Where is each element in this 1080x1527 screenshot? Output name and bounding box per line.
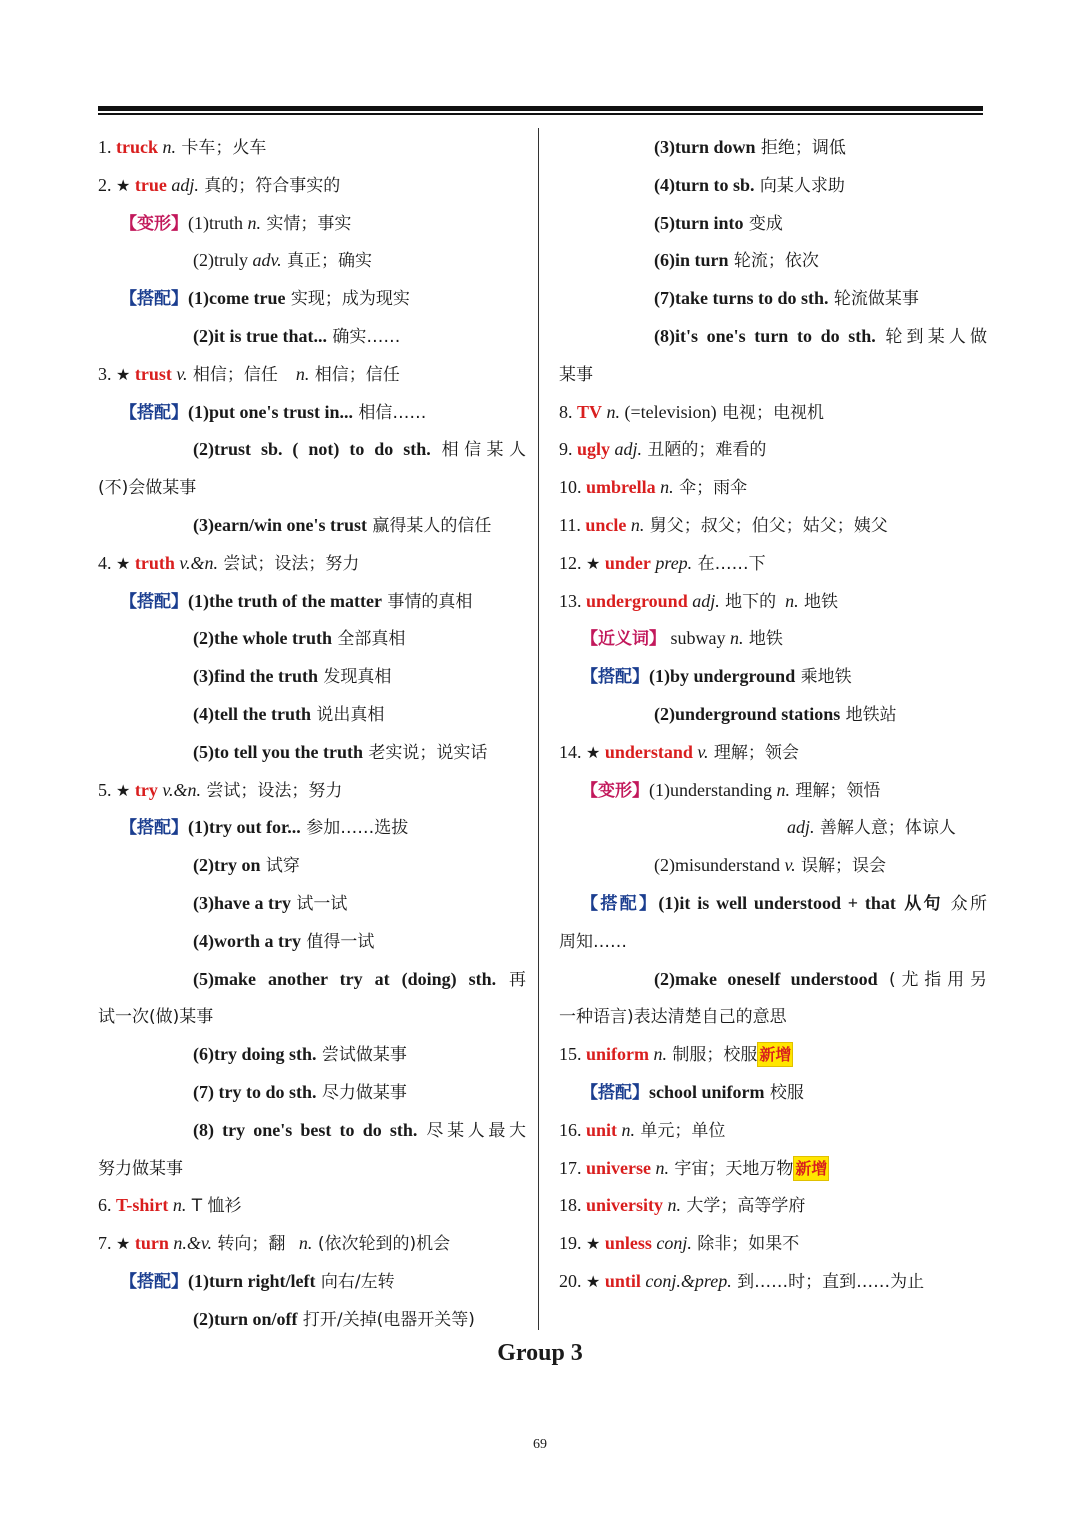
list-item: (3)find the truth 发现真相	[193, 666, 392, 688]
new-badge: 新增	[793, 1156, 829, 1181]
list-item: 【变形】(1)truth n. 实情；事实	[120, 212, 352, 234]
list-item: (6)in turn 轮流；依次	[654, 250, 819, 272]
star-icon: ★	[586, 1271, 601, 1291]
list-item: (4)tell the truth 说出真相	[193, 703, 385, 725]
list-item: (2)turn on/off 打开/关掉(电器开关等)	[193, 1308, 475, 1330]
list-item: (4)worth a try 值得一试	[193, 930, 375, 952]
list-item: (2)make oneself understood (尤指用另	[654, 968, 987, 990]
star-icon: ★	[586, 742, 601, 762]
entry-unit: 16. unit n. 单元；单位	[559, 1119, 726, 1141]
entry-until: 20. ★ until conj.&prep. 到……时；直到……为止	[559, 1270, 925, 1292]
entry-turn: 7. ★ turn n.&v. 转向；翻 n. (依次轮到的)机会	[98, 1233, 451, 1255]
list-item: 【搭配】(1)come true 实现；成为现实	[120, 288, 410, 310]
star-icon: ★	[586, 553, 601, 573]
list-item-continuation: 试一次(做)某事	[98, 1007, 214, 1028]
entry-uncle: 11. uncle n. 舅父；叔父；伯父；姑父；姨父	[559, 514, 888, 536]
list-item: (2)misunderstand v. 误解；误会	[654, 855, 887, 877]
list-item: 【搭配】(1)it is well understood + that 从句 众所	[581, 892, 988, 914]
list-item: 【搭配】(1)by underground 乘地铁	[581, 666, 852, 688]
new-badge: 新增	[757, 1042, 793, 1067]
list-item: (8)it's one's turn to do sth. 轮到某人做	[654, 325, 988, 347]
entry-truck: 1. truck n. 卡车；火车	[98, 137, 267, 158]
star-icon: ★	[116, 364, 131, 384]
list-item: 【搭配】(1)try out for... 参加……选拔	[120, 817, 409, 839]
entry-universe: 17. universe n. 宇宙；天地万物 新增	[559, 1157, 828, 1179]
list-item: (2)trust sb. ( not) to do sth. 相信某人	[193, 439, 527, 461]
list-item: 【近义词】 subway n. 地铁	[581, 628, 783, 650]
star-icon: ★	[116, 1234, 131, 1254]
list-item: (7)take turns to do sth. 轮流做某事	[654, 288, 919, 310]
entry-try: 5. ★ try v.&n. 尝试；设法；努力	[98, 779, 343, 801]
column-divider	[538, 128, 539, 1330]
list-item-continuation: 努力做某事	[98, 1158, 183, 1179]
list-item: (5)turn into 变成	[654, 212, 783, 234]
list-item: (3)have a try 试一试	[193, 892, 348, 914]
list-item: (7) try to do sth. 尽力做某事	[193, 1081, 407, 1103]
list-item: 【搭配】(1)the truth of the matter 事情的真相	[120, 590, 473, 612]
list-item: (4)turn to sb. 向某人求助	[654, 174, 845, 196]
list-item: 【变形】(1)understanding n. 理解；领悟	[581, 779, 881, 801]
entry-truth: 4. ★ truth v.&n. 尝试；设法；努力	[98, 552, 360, 574]
list-item: adj. 善解人意；体谅人	[787, 817, 956, 839]
star-icon: ★	[116, 780, 131, 800]
list-item-continuation: (不)会做某事	[98, 478, 197, 499]
entry-unless: 19. ★ unless conj. 除非；如果不	[559, 1233, 800, 1255]
entry-tv: 8. TV n. (=television) 电视；电视机	[559, 401, 825, 423]
list-item: 【搭配】school uniform 校服	[581, 1081, 804, 1103]
list-item-continuation: 周知……	[559, 931, 627, 952]
star-icon: ★	[116, 553, 131, 573]
entry-university: 18. university n. 大学；高等学府	[559, 1195, 806, 1217]
entry-understand: 14. ★ understand v. 理解；领会	[559, 741, 799, 763]
page-number: 69	[533, 1437, 547, 1452]
list-item: (6)try doing sth. 尝试做某事	[193, 1044, 407, 1066]
group-title: Group 3	[497, 1340, 583, 1366]
list-item: (3)turn down 拒绝；调低	[654, 137, 846, 158]
entry-under: 12. ★ under prep. 在……下	[559, 552, 766, 574]
star-icon: ★	[116, 175, 131, 195]
list-item: (2)it is true that... 确实……	[193, 325, 401, 347]
list-item: 【搭配】(1)turn right/left 向右/左转	[120, 1270, 395, 1292]
entry-underground: 13. underground adj. 地下的 n. 地铁	[559, 590, 839, 612]
list-item: (5)make another try at (doing) sth. 再	[193, 968, 527, 990]
list-item: (2)underground stations 地铁站	[654, 703, 897, 725]
list-item-continuation: 一种语言)表达清楚自己的意思	[559, 1007, 787, 1028]
list-item: (8) try one's best to do sth. 尽某人最大	[193, 1119, 527, 1141]
entry-t-shirt: 6. T-shirt n. T 恤衫	[98, 1195, 242, 1217]
entry-true: 2. ★ true adj. 真的；符合事实的	[98, 174, 341, 196]
left-column	[98, 129, 526, 1339]
list-item: 【搭配】(1)put one's trust in... 相信……	[120, 401, 427, 423]
list-item: (2)truly adv. 真正；确实	[193, 250, 373, 272]
header-rule-thick	[98, 106, 983, 111]
header-rule-thin	[98, 113, 983, 115]
star-icon: ★	[586, 1234, 601, 1254]
list-item: (5)to tell you the truth 老实说；说实话	[193, 741, 488, 763]
list-item: (3)earn/win one's trust 赢得某人的信任	[193, 514, 492, 536]
entry-umbrella: 10. umbrella n. 伞；雨伞	[559, 477, 748, 499]
entry-uniform: 15. uniform n. 制服；校服 新增	[559, 1044, 792, 1066]
list-item: (2)the whole truth 全部真相	[193, 628, 406, 650]
list-item: (2)try on 试穿	[193, 855, 300, 877]
right-column	[559, 129, 987, 1301]
list-item-continuation: 某事	[559, 364, 593, 385]
entry-trust: 3. ★ trust v. 相信；信任 n. 相信；信任	[98, 363, 400, 385]
entry-ugly: 9. ugly adj. 丑陋的；难看的	[559, 439, 767, 461]
